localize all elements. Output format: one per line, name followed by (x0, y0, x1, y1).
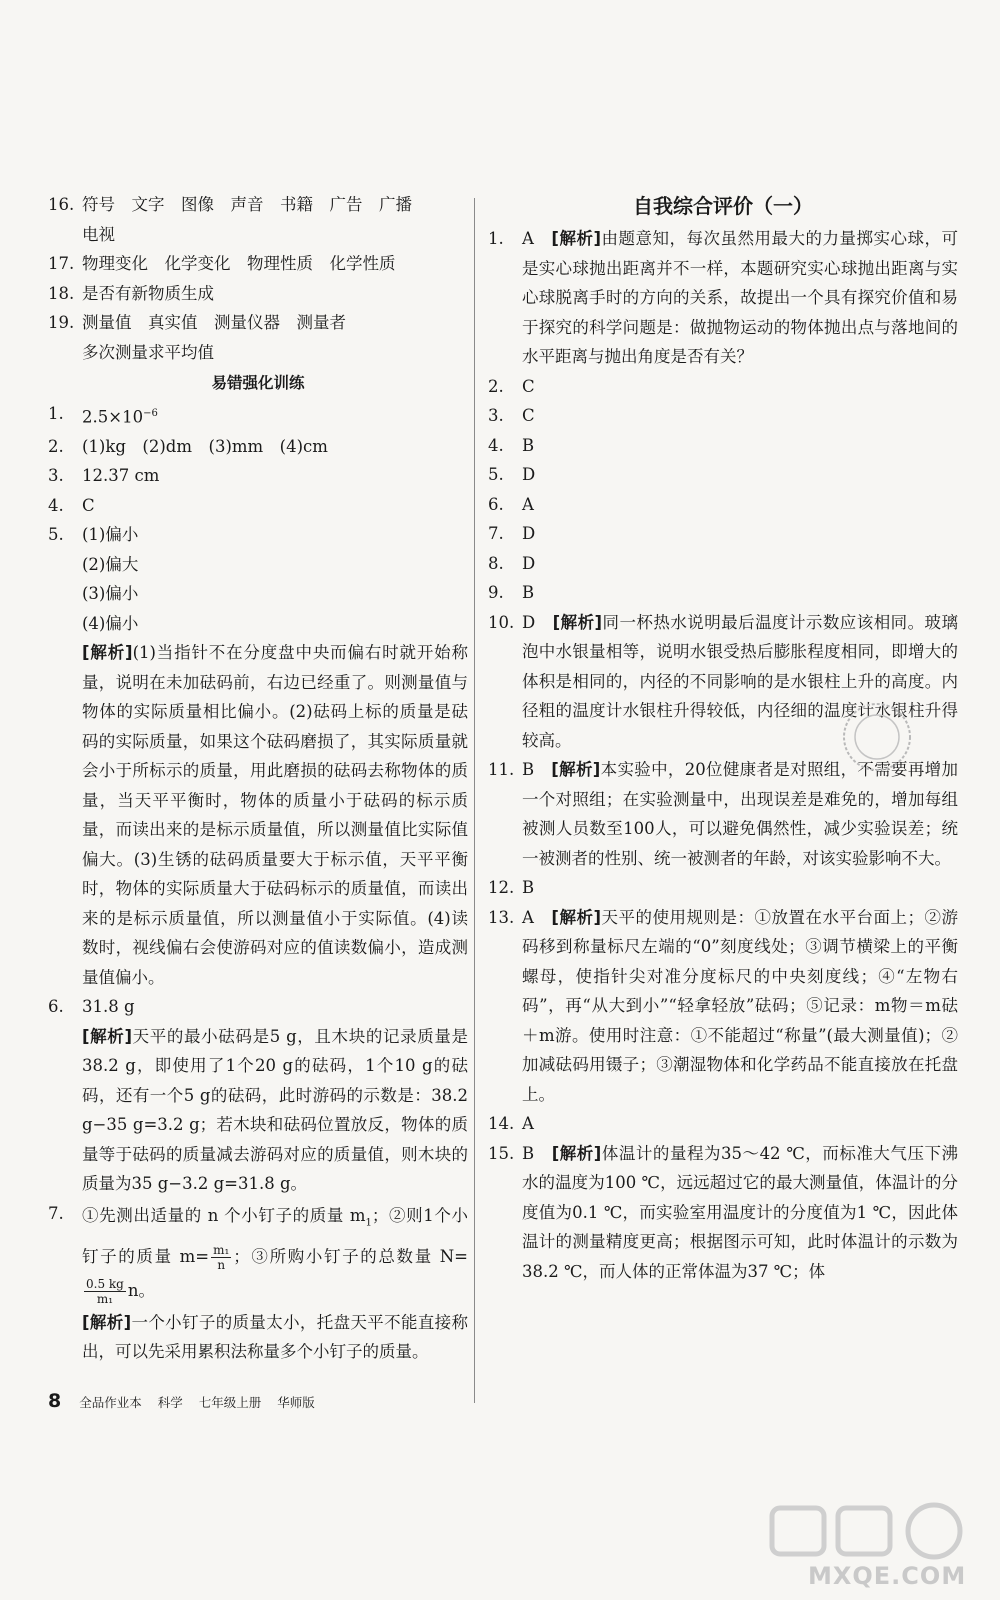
watermark-text: MXQE.COM (808, 1562, 967, 1590)
item-text (522, 903, 958, 1110)
exponent-base: 2.5×10 (82, 407, 144, 426)
item-text: (1)偏小 (82, 525, 139, 544)
section-title: 易错强化训练 (211, 374, 305, 392)
analysis-7 (48, 1308, 468, 1367)
item-number: 11. (488, 760, 515, 779)
analysis-5 (48, 638, 468, 992)
item-number: 14. (488, 1114, 515, 1133)
item-text (522, 1139, 958, 1287)
formula-text: n。 (127, 1280, 155, 1300)
item-text: 31.8 g (82, 997, 135, 1016)
list-item (48, 338, 468, 368)
item-number: 19. (48, 313, 75, 332)
item-number: 4. (488, 435, 504, 455)
item-number: 9. (488, 583, 504, 602)
watermark (748, 1500, 988, 1595)
answer-2 (48, 432, 468, 462)
item-number: 1. (48, 403, 64, 423)
answer-letter: A (522, 1114, 534, 1133)
item-number: 17. (48, 254, 75, 273)
fraction-denominator: n (217, 1257, 226, 1272)
list-item (48, 249, 468, 279)
item-text (82, 1199, 468, 1308)
answer-14 (488, 1109, 958, 1139)
item-text (522, 224, 958, 372)
item-number: 2. (48, 436, 64, 456)
item-text: 物理变化 化学变化 物理性质 化学性质 (82, 254, 396, 273)
item-number: 16. (48, 195, 75, 214)
item-text: 是否有新物质生成 (82, 283, 214, 303)
item-text: 12.37 cm (82, 466, 160, 485)
page-number: 8 (48, 1390, 62, 1412)
fraction-numerator: m₁ (213, 1242, 230, 1257)
item-number: 7. (488, 524, 504, 543)
answer-13 (488, 903, 958, 1110)
answer-12 (488, 873, 958, 903)
analysis-tag: [解析] (552, 612, 603, 632)
answer-letter: D (522, 612, 536, 632)
subscript: 1 (365, 1216, 372, 1228)
analysis-tag: [解析] (551, 229, 602, 248)
answer-4 (48, 491, 468, 521)
analysis-text: 本实验中，20位健康者是对照组，不需要再增加一个对照组；在实验测量中，出现误差是难免的，增加每组被测人员数至100人，可以避免偶然性，减少实验误差；统一被测者的性别、统一被测者的年龄，对该实验影响不大。 (522, 760, 958, 868)
formula-text: ①先测出适量的 n 个小钉子的质量 m (82, 1205, 366, 1225)
stamp-icon (840, 700, 914, 774)
analysis-tag: [解析] (551, 907, 602, 927)
item-number: 6. (488, 494, 504, 514)
item-text: (1)kg (2)dm (3)mm (4)cm (82, 436, 328, 456)
analysis-tag: [解析] (82, 1026, 132, 1046)
answer-2 (488, 372, 958, 402)
answer-letter: B (522, 583, 535, 602)
item-number: 7. (48, 1203, 64, 1223)
fraction (84, 1277, 126, 1306)
item-text: (4)偏小 (82, 613, 139, 633)
answer-5 (488, 460, 958, 490)
item-text: 符号 文字 图像 声音 书籍 广告 广播 (82, 195, 412, 214)
watermark-logo-icon (768, 1500, 968, 1562)
list-item (48, 279, 468, 309)
analysis-tag: [解析] (551, 1143, 602, 1163)
answer-letter: C (522, 376, 535, 396)
item-number: 13. (488, 907, 515, 927)
answer-4 (488, 431, 958, 461)
item-number: 8. (488, 553, 504, 573)
item-number: 3. (48, 466, 64, 485)
item-number: 4. (48, 495, 64, 515)
item-number: 10. (488, 612, 515, 632)
item-text: 多次测量求平均值 (82, 342, 214, 362)
edition-label: 华师版 (277, 1395, 315, 1410)
answer-6 (488, 490, 958, 520)
analysis-6 (48, 1022, 468, 1199)
answer-letter: A (522, 907, 534, 927)
exponent: −6 (143, 407, 158, 419)
answer-3 (48, 461, 468, 491)
answer-letter: B (522, 435, 535, 455)
answer-7 (488, 519, 958, 549)
item-number: 5. (488, 465, 504, 484)
subject-label: 科学 (157, 1395, 183, 1410)
answer-letter: B (522, 1143, 535, 1163)
answer-letter: B (522, 760, 535, 779)
item-number: 3. (488, 406, 504, 425)
answer-letter: B (522, 878, 535, 897)
analysis-text: 天平的使用规则是：①放置在水平台面上；②游码移到称量标尺左端的“0”刻度线处；③调节横梁上的平衡螺母，使指针尖对准分度标尺的中央刻度线；④“左物右码”，再“从大到小”“轻拿轻放”砝码；⑤记录：m物＝m砝＋m游。使用时注意：①不能超过“称量”(最大测量值)；②加减砝码用镊子；③潮湿物体和化学药品不能直接放在托盘上。 (522, 907, 959, 1104)
analysis-text: 同一杯热水说明最后温度计示数应该相同。玻璃泡中水银量相等，说明水银受热后膨胀程度相同，即增大的体积是相同的，内径的不同影响的是水银柱上升的高度。内径粗的温度计水银柱升得较低，内径细的温度计水银柱升得较高。 (522, 612, 959, 750)
item-number: 15. (488, 1143, 515, 1163)
answer-9 (488, 578, 958, 608)
item-number: 12. (488, 878, 515, 897)
list-item (48, 308, 468, 338)
answer-letter: D (522, 465, 536, 484)
formula-text: ；②则1个小钉子的质量 m= (82, 1205, 468, 1266)
analysis-text: 体温计的量程为35～42 ℃，而标准大气压下沸水的温度为100 ℃，远远超过它的最大测量值，体温计的分度值为0.1 ℃，而实验室用温度计的分度值为1 ℃，因此体温计的测量精度更高；根据图示可知，此时体温计的示数为38.2 ℃，而人体的正常体温为37 ℃；体 (522, 1143, 958, 1281)
answer-7 (48, 1199, 468, 1308)
answer-5 (48, 520, 468, 550)
item-number: 6. (48, 997, 64, 1016)
fraction-numerator: 0.5 kg (86, 1276, 124, 1291)
section-title: 自我综合评价（一） (633, 194, 813, 218)
analysis-text: (1)当指针不在分度盘中央而偏右时就开始称量，说明在未加砝码前，右边已经重了。则测量值与物体的实际质量相比偏小。(2)砝码上标的质量是砝码的实际质量，如果这个砝码磨损了，其实际质量就会小于所标示的质量，用此磨损的砝码去称物体的质量，当天平平衡时，物体的质量小于砝码的标示质量，而读出来的是标示质量值，所以测量值比实际值偏大。(3)生锈的砝码质量要大于标示值，天平平衡时，物体的实际质量大于砝码标示的质量值，而读出来的是标示质量值，所以测量值小于实际值。(4)读数时，视线偏右会使游码对应的值读数偏小，造成测量值偏小。 (82, 643, 468, 987)
item-text: (2)偏大 (82, 554, 139, 574)
answer-letter: D (522, 553, 536, 573)
item-text: 电视 (82, 224, 115, 244)
item-number: 18. (48, 283, 75, 303)
answer-15 (488, 1139, 958, 1287)
book-title: 全品作业本 (79, 1395, 142, 1410)
item-text: (3)偏小 (82, 584, 139, 603)
answer-6 (48, 992, 468, 1022)
column-divider (474, 198, 475, 1403)
item-number: 2. (488, 376, 504, 396)
list-item (48, 220, 468, 250)
analysis-tag: [解析] (82, 1312, 132, 1332)
answer-letter: C (522, 406, 535, 425)
fraction (211, 1243, 231, 1272)
fraction-denominator: m₁ (96, 1291, 114, 1306)
item-text: 测量值 真实值 测量仪器 测量者 (82, 313, 346, 332)
item-text: C (82, 495, 95, 515)
item-number: 5. (48, 525, 64, 544)
analysis-tag: [解析] (82, 643, 133, 662)
formula-text: ；③所购小钉子的总数量 N= (233, 1246, 468, 1266)
answer-1 (48, 399, 468, 432)
answer-3 (488, 401, 958, 431)
answer-letter: A (522, 494, 534, 514)
answer-letter: D (522, 524, 536, 543)
grade-label: 七年级上册 (198, 1395, 262, 1410)
answer-8 (488, 549, 958, 579)
analysis-tag: [解析] (551, 760, 601, 779)
item-text (82, 399, 468, 432)
analysis-text: 由题意知，每次虽然用最大的力量掷实心球，可是实心球抛出距离并不一样，本题研究实心球抛出距离与实心球脱离手时的方向的关系，故提出一个具有探究价值和易于探究的科学问题是：做抛物运动的物体抛出点与落地间的水平距离与抛出角度是否有关？ (522, 229, 959, 366)
answer-letter: A (522, 229, 534, 248)
analysis-text: 一个小钉子的质量太小，托盘天平不能直接称出，可以先采用累积法称量多个小钉子的质量。 (82, 1312, 468, 1362)
left-column (48, 190, 468, 1367)
page-footer (48, 1390, 331, 1412)
list-item (48, 190, 468, 220)
item-number: 1. (488, 229, 504, 248)
analysis-text: 天平的最小砝码是5 g，且木块的记录质量是38.2 g，即使用了1个20 g的砝码，1个10 g的砝码，还有一个5 g的砝码，此时游码的示数是：38.2 g−35 g=3.2 g；若木块和砝码位置放反，物体的质量等于砝码的质量减去游码对应的质量值，则木块的质量为35 g−3.2 g=31.8 g。 (82, 1026, 468, 1193)
answer-1 (488, 224, 958, 372)
